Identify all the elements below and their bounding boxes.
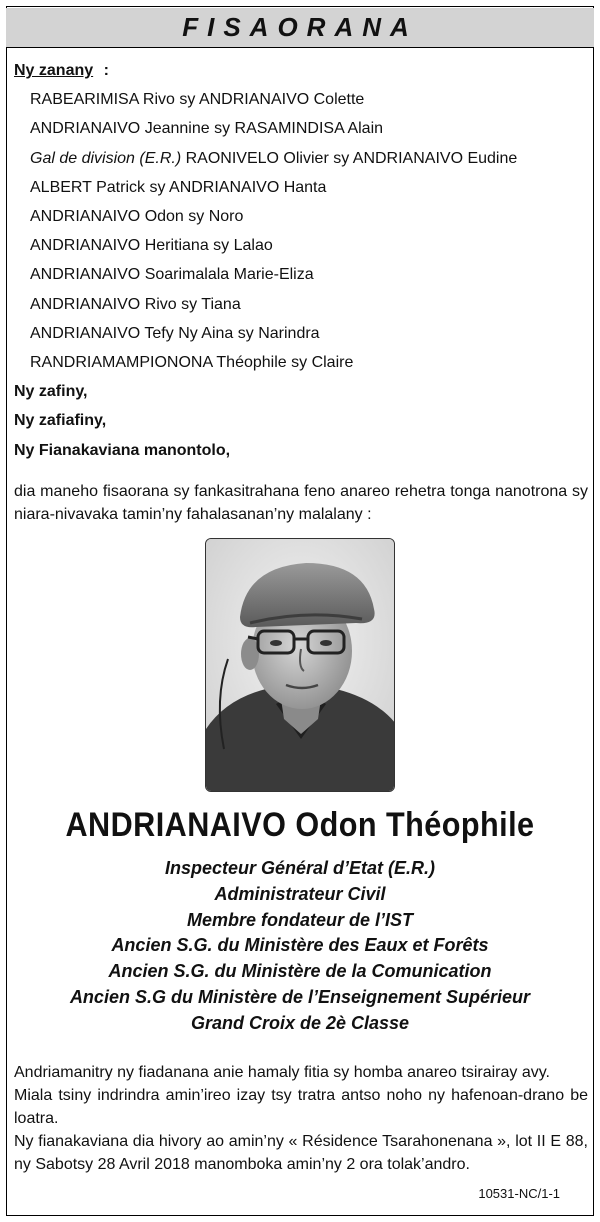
child-entry: RANDRIAMAMPIONONA Théophile sy Claire [30, 354, 354, 372]
title-line: Ancien S.G. du Ministère de la Comunication [108, 961, 492, 982]
title-line: Ancien S.G. du Ministère des Eaux et Forêts [111, 935, 489, 956]
title-line: Grand Croix de 2è Classe [190, 1012, 410, 1033]
family-list [14, 56, 584, 465]
intro-paragraph: dia maneho fisaorana sy fankasitrahana feno anareo rehetra tonga nanotrona sy niara-nivavaka tamin’ny fahalasanan’ny malalany : [14, 483, 588, 523]
child-entry: ANDRIANAIVO Jeannine sy RASAMINDISA Alain [30, 120, 384, 138]
apology-paragraph: Miala tsiny indrindra amin’ireo izay tsy tratra antso noho ny hafenoan-drano be loatra. [14, 1087, 588, 1127]
great-grandchildren-label: Ny zafiafiny, [14, 412, 107, 430]
blessing-paragraph: Andriamanitry ny fiadanana anie hamaly fitia sy homba anareo tsirairay avy. [14, 1064, 550, 1081]
deceased-titles [0, 856, 600, 1037]
title-line: Inspecteur Général d’Etat (E.R.) [164, 858, 436, 878]
child-entry: Gal de division (E.R.) RAONIVELO Olivier sy ANDRIANAIVO Eudine [30, 149, 518, 167]
notice-header [6, 8, 594, 48]
closing-text [14, 1061, 588, 1176]
child-entry: ANDRIANAIVO Rivo sy Tiana [30, 295, 241, 313]
child-entry: ANDRIANAIVO Heritiana sy Lalao [30, 237, 273, 255]
portrait-photo [205, 538, 395, 792]
reference-code: 10531-NC/1-1 [478, 1186, 560, 1201]
deceased-name: ANDRIANAIVO Odon Théophile [65, 806, 535, 844]
portrait-illustration [206, 539, 395, 792]
rank-prefix: Gal de division (E.R.) [30, 149, 182, 167]
title-line: Ancien S.G du Ministère de l’Enseignement Supérieur [69, 986, 531, 1007]
notice-title: FISAORANA [182, 12, 418, 42]
children-label: Ny zanany [14, 62, 94, 79]
child-entry: ALBERT Patrick sy ANDRIANAIVO Hanta [30, 178, 327, 196]
grandchildren-label: Ny zafiny, [14, 383, 88, 401]
whole-family-label: Ny Fianakaviana manontolo, [14, 441, 231, 459]
child-entry: ANDRIANAIVO Tefy Ny Aina sy Narindra [30, 324, 320, 342]
children-colon: : [103, 62, 109, 79]
child-entry: ANDRIANAIVO Soarimalala Marie-Eliza [30, 266, 314, 284]
gathering-paragraph: Ny fianakaviana dia hivory ao amin’ny « Résidence Tsarahonenana », lot II E 88, ny Sabotsy 28 Avril 2018 manomboka amin’ny 2 ora tolak’andro. [14, 1133, 588, 1173]
children-heading [14, 56, 584, 85]
child-entry: RABEARIMISA Rivo sy ANDRIANAIVO Colette [30, 91, 365, 109]
child-entry: ANDRIANAIVO Odon sy Noro [30, 208, 244, 226]
title-line: Membre fondateur de l’IST [186, 909, 414, 930]
title-line: Administrateur Civil [214, 883, 386, 904]
